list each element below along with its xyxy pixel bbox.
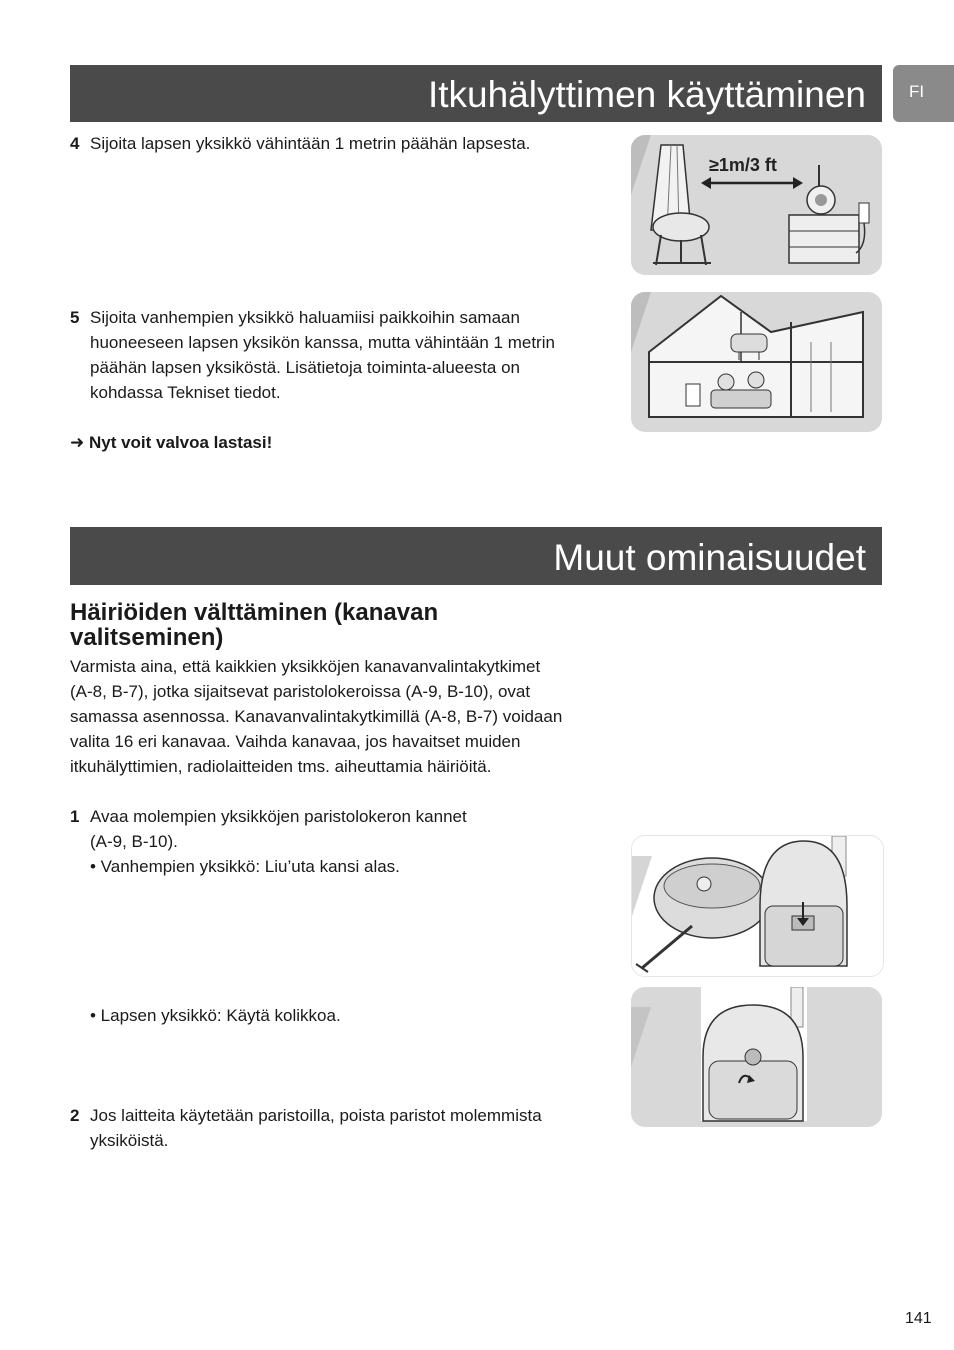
distance-label: ≥1m/3 ft	[709, 155, 777, 175]
paragraph-line: Varmista aina, että kaikkien yksikköjen kanavanvalintakytkimet	[70, 657, 541, 676]
bullet-item: • Vanhempien yksikkö: Liu’uta kansi alas.	[90, 857, 400, 876]
section-title-banner	[70, 65, 882, 122]
house-illustration	[631, 292, 882, 432]
step-number: 1	[70, 807, 80, 826]
language-tab: FI	[893, 65, 954, 122]
step-text: Sijoita lapsen yksikkö vähintään 1 metrin päähän lapsesta.	[90, 134, 531, 153]
paragraph-line: itkuhälyttimien, radiolaitteiden tms. aiheuttamia häiriöitä.	[70, 757, 492, 776]
paragraph-line: samassa asennossa. Kanavanvalintakytkimillä (A-8, B-7) voidaan	[70, 707, 563, 726]
step-text-line: yksiköistä.	[90, 1131, 169, 1150]
step-text-line: Avaa molempien yksikköjen paristolokeron kannet	[90, 807, 467, 826]
section-title: Muut ominaisuudet	[553, 537, 866, 578]
paragraph-line: valita 16 eri kanavaa. Vaihda kanavaa, jos havaitset muiden	[70, 732, 521, 751]
section-title: Itkuhälyttimen käyttäminen	[427, 74, 866, 115]
subsection-heading: Häiriöiden välttäminen (kanavan valitseminen)	[70, 599, 439, 651]
step-text-line: Jos laitteita käytetään paristoilla, poista paristot molemmista	[90, 1106, 542, 1125]
page-number: 141	[905, 1310, 932, 1327]
bullet-item: • Lapsen yksikkö: Käytä kolikkoa.	[90, 1006, 341, 1025]
distance-illustration	[631, 135, 882, 275]
step-number: 5	[70, 308, 80, 327]
step-text-line: Sijoita vanhempien yksikkö haluamiisi paikkoihin samaan	[90, 308, 520, 327]
parent-unit-illustration	[631, 835, 884, 977]
step-number: 2	[70, 1106, 80, 1125]
step-text-line: (A-9, B-10).	[90, 832, 178, 851]
step-text-line: huoneeseen lapsen yksikön kanssa, mutta vähintään 1 metrin	[90, 333, 555, 352]
step-text-line: päähän lapsen yksiköstä. Lisätietoja toiminta-alueesta on	[90, 358, 520, 377]
paragraph-line: (A-8, B-7), jotka sijaitsevat paristolokeroissa (A-9, B-10), ovat	[70, 682, 531, 701]
result-text: ➜ Nyt voit valvoa lastasi!	[70, 433, 273, 452]
baby-unit-illustration	[631, 987, 882, 1127]
step-text-line: kohdassa Tekniset tiedot.	[90, 383, 281, 402]
section-title-banner	[70, 527, 882, 585]
step-number: 4	[70, 134, 80, 153]
